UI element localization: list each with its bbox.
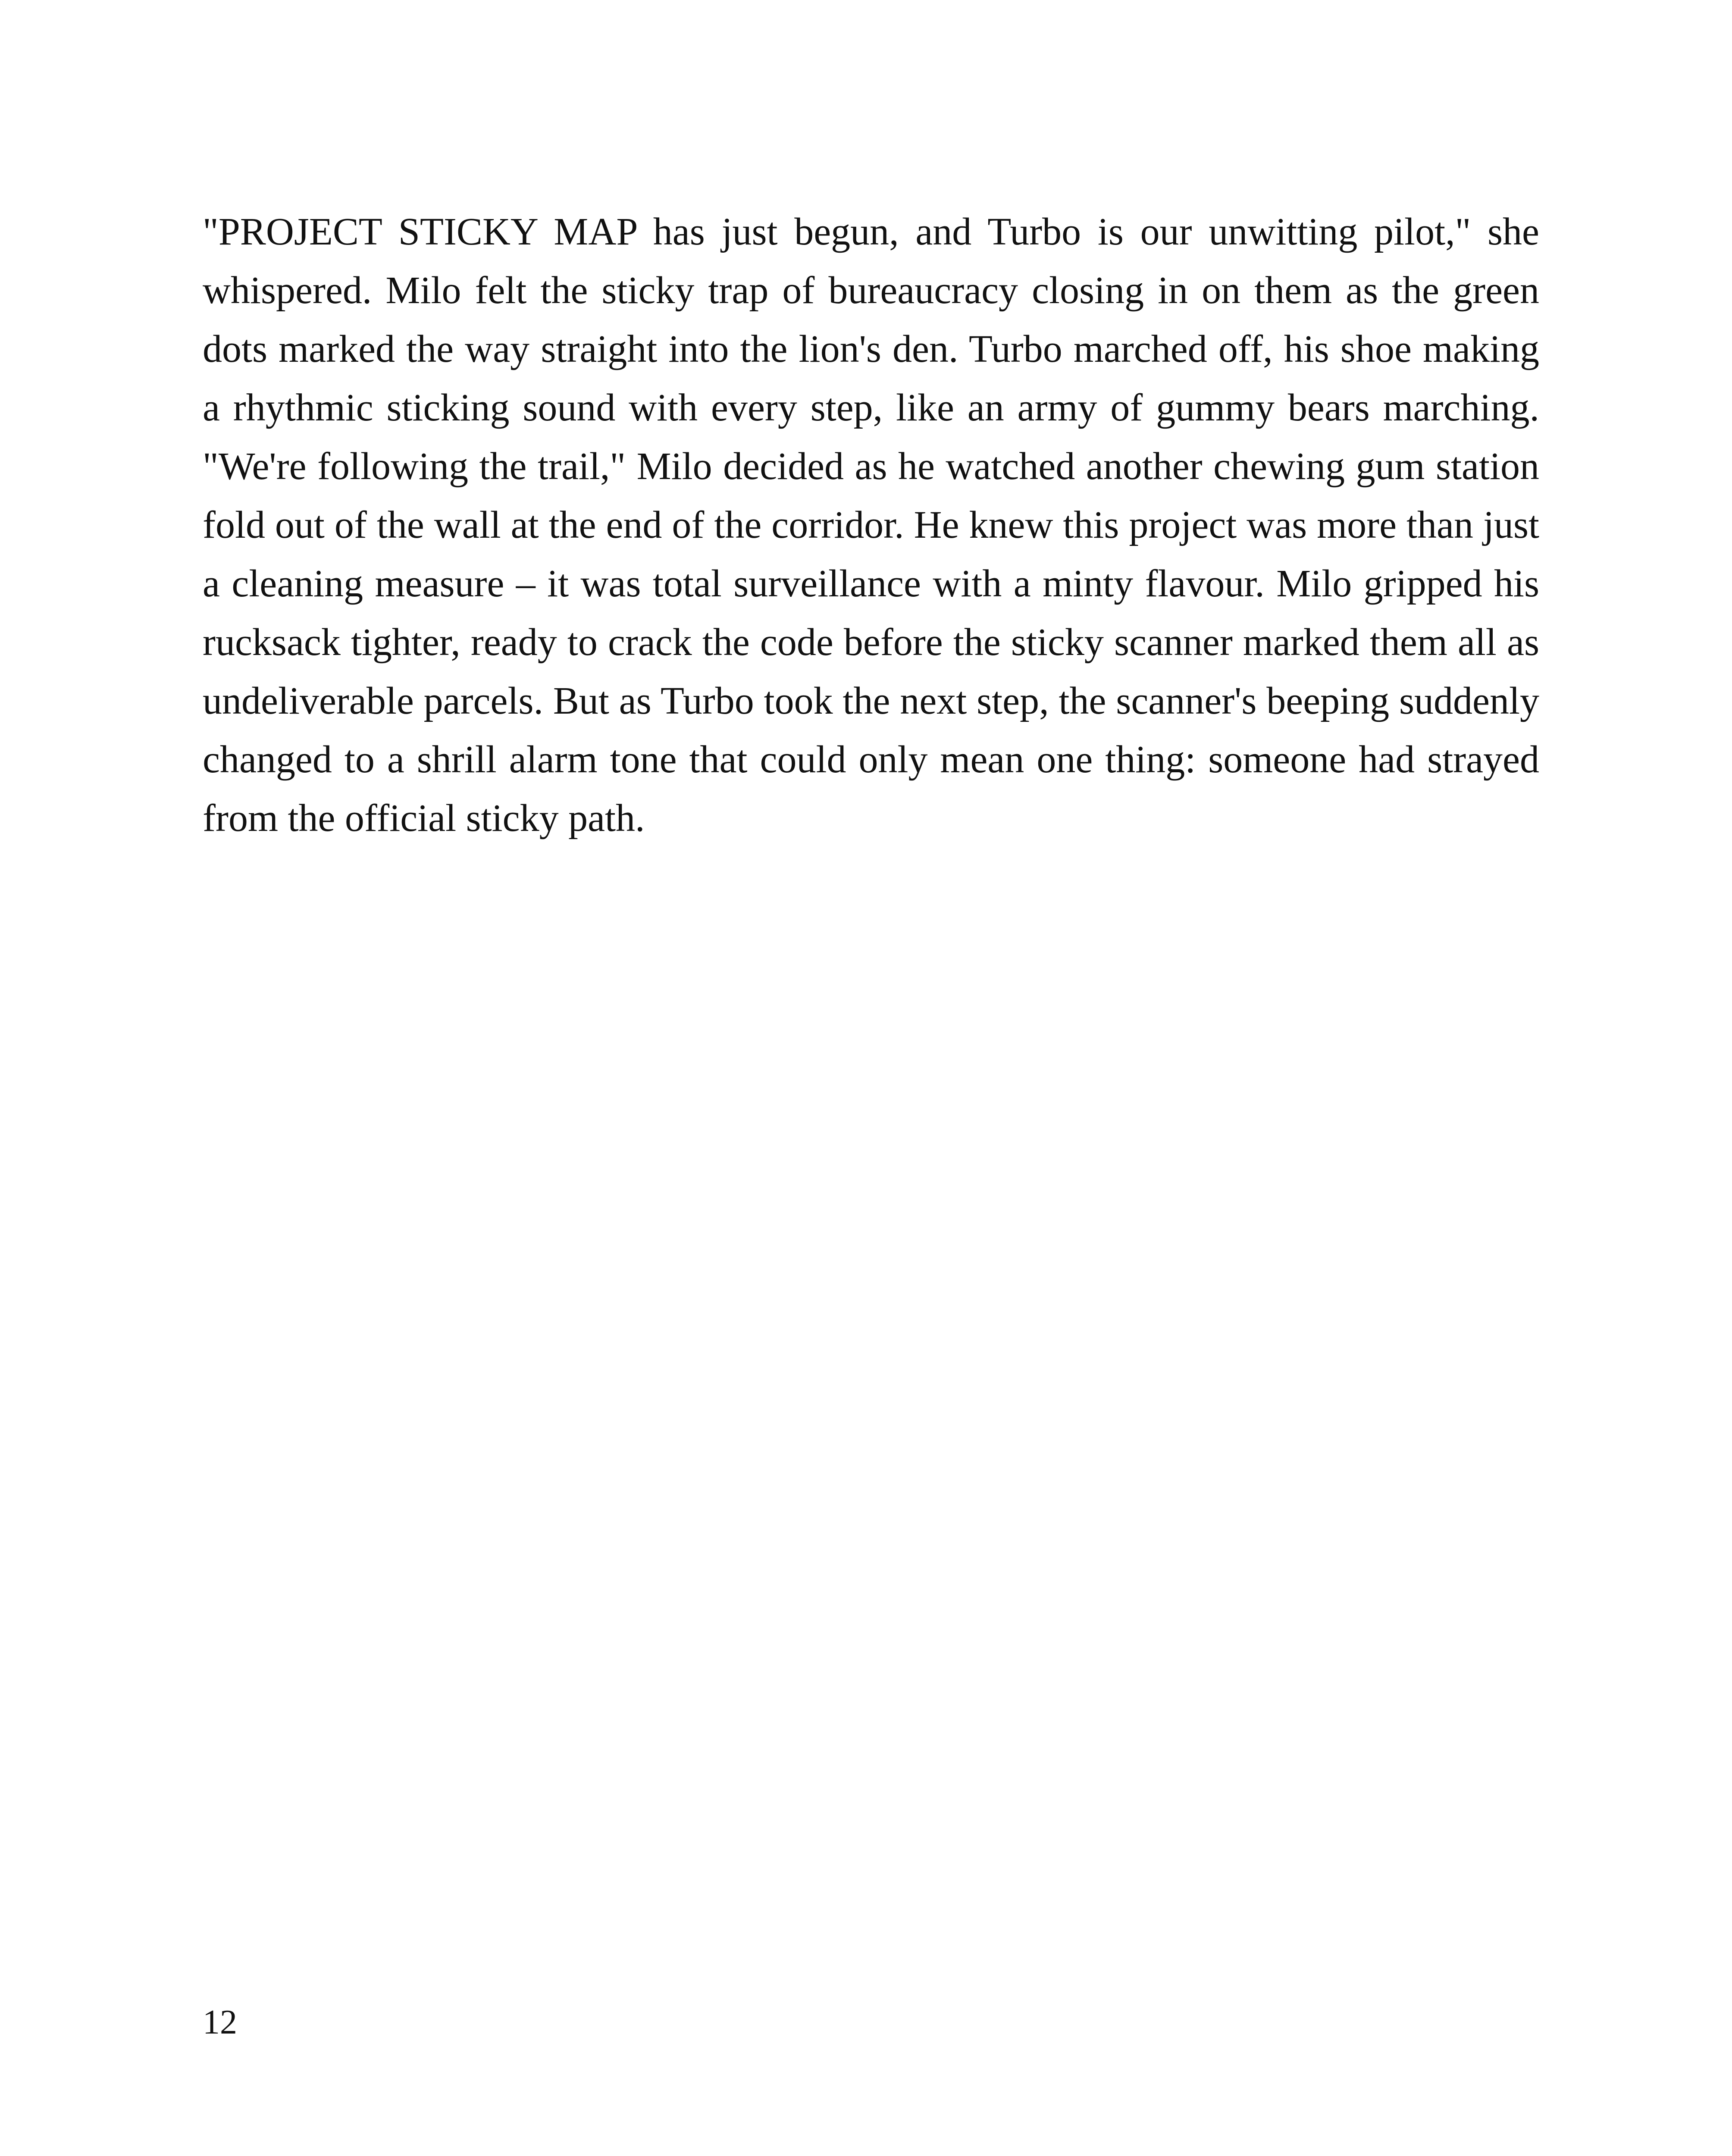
story-paragraph: "PROJECT STICKY MAP has just begun, and Turbo is our unwitting pilot," she whispered. Milo felt the sticky trap of bureaucracy closing in on them as the green dots marked the way straight into the lion's den. Turbo marched off, his shoe making a rhythmic sticking sound with every step, like an army of gummy bears marching. "We're following the trail," Milo decided as he watched another chewing gum station fold out of the wall at the end of the corridor. He knew this project was more than just a cleaning measure – it was total surveillance with a minty flavour. Milo gripped his rucksack tighter, ready to crack the code before the sticky scanner marked them all as undeliverable parcels. But as Turbo took the next step, the scanner's beeping suddenly changed to a shrill alarm tone that could only mean one thing: someone had strayed from the official sticky path.	[203, 210, 1539, 840]
page-number: 12	[203, 2003, 237, 2041]
